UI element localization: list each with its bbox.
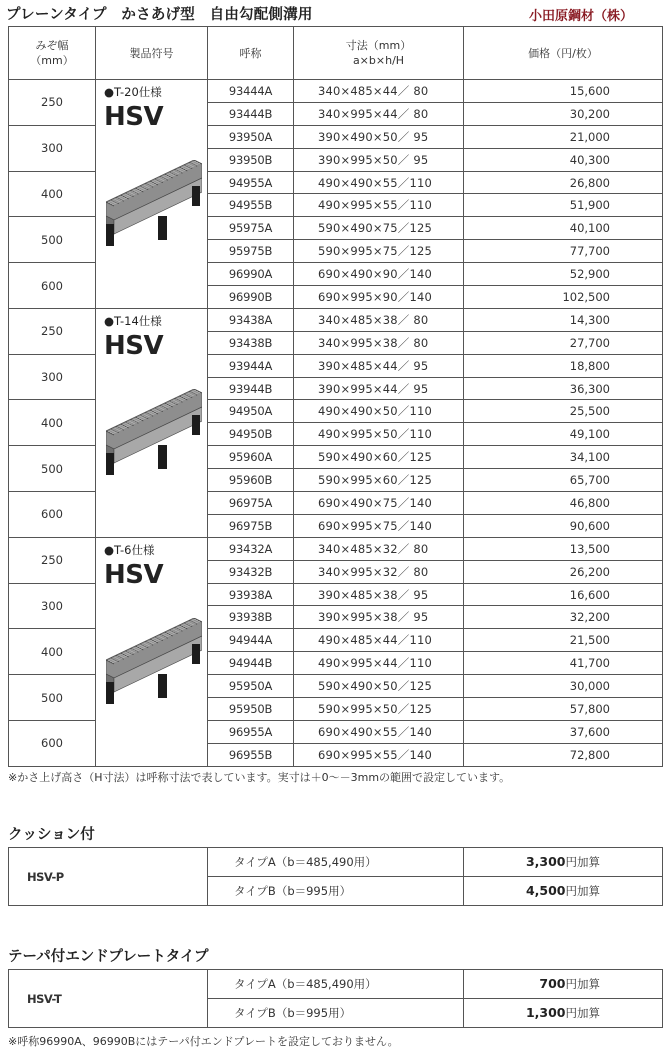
cushion-model-name: HSV-P [9,848,208,906]
option-price: 1,300円加算 [464,999,663,1028]
code-cell: 93432A [208,537,294,560]
dim-cell: 690×995×90／140 [294,286,464,309]
price-cell: 21,500 [464,629,663,652]
dim-cell: 390×995×38／ 95 [294,606,464,629]
option-price: 3,300円加算 [464,848,663,877]
note-taper: ※呼称96990A、96990Bにはテーパ付エンドプレートを設定しておりません。 [8,1035,399,1048]
price-cell: 18,800 [464,354,663,377]
price-cell: 102,500 [464,286,663,309]
table-body [9,80,663,767]
dim-cell: 390×995×50／ 95 [294,148,464,171]
price-cell: 14,300 [464,308,663,331]
code-cell: 94955A [208,171,294,194]
cushion-table [8,847,663,906]
code-cell: 93950B [208,148,294,171]
width-cell: 600 [9,492,96,538]
grating-image [106,160,202,271]
grating-image [106,618,202,729]
dim-cell: 690×490×55／140 [294,720,464,743]
header-product: 製品符号 [96,27,208,80]
code-cell: 95975A [208,217,294,240]
code-cell: 93944B [208,377,294,400]
dim-cell: 390×490×50／ 95 [294,125,464,148]
price-cell: 49,100 [464,423,663,446]
option-type: タイプA（b＝485,490用） [208,970,464,999]
header-width: みぞ幅 （mm） [9,27,96,80]
taper-section-title: テーパ付エンドプレートタイプ [8,949,209,965]
dim-cell: 390×995×44／ 95 [294,377,464,400]
dim-cell: 340×485×44／ 80 [294,80,464,103]
dim-cell: 490×485×44／110 [294,629,464,652]
price-cell: 21,000 [464,125,663,148]
code-cell: 96975B [208,514,294,537]
spec-label: ●T-6仕様 [104,542,155,557]
option-price: 700円加算 [464,970,663,999]
price-cell: 30,200 [464,102,663,125]
price-cell: 13,500 [464,537,663,560]
product-cell [96,308,208,537]
code-cell: 93438A [208,308,294,331]
table-row [9,308,663,331]
dim-cell: 590×490×60／125 [294,446,464,469]
dim-cell: 590×995×50／125 [294,698,464,721]
code-cell: 96990A [208,263,294,286]
price-cell: 32,200 [464,606,663,629]
width-cell: 400 [9,400,96,446]
spec-label: ●T-20仕様 [104,85,162,99]
grating-image [106,389,202,500]
code-cell: 93444B [208,102,294,125]
dim-cell: 340×485×38／ 80 [294,308,464,331]
option-type: タイプA（b＝485,490用） [208,848,464,877]
header-dim: 寸法（mm） a×b×h/H [294,27,464,80]
price-cell: 37,600 [464,720,663,743]
taper-table [8,969,663,1028]
code-cell: 96990B [208,286,294,309]
header-code: 呼称 [208,27,294,80]
note-height: ※かさ上げ高さ（H寸法）は呼称寸法で表しています。実寸は＋0〜－3mmの範囲で設定しています。 [8,771,511,784]
dim-cell: 490×490×55／110 [294,171,464,194]
option-price: 4,500円加算 [464,877,663,906]
width-cell: 500 [9,446,96,492]
dim-cell: 590×995×75／125 [294,240,464,263]
width-cell: 400 [9,171,96,217]
dim-cell: 340×485×32／ 80 [294,537,464,560]
table-row [9,80,663,103]
code-cell: 94944A [208,629,294,652]
dim-cell: 590×490×50／125 [294,675,464,698]
dim-cell: 690×995×55／140 [294,743,464,766]
width-cell: 600 [9,720,96,766]
code-cell: 95975B [208,240,294,263]
code-cell: 96955A [208,720,294,743]
code-cell: 95950B [208,698,294,721]
dim-cell: 390×485×38／ 95 [294,583,464,606]
taper-model-name: HSV-T [9,970,208,1028]
width-cell: 400 [9,629,96,675]
series-name: HSV [104,330,164,361]
price-cell: 15,600 [464,80,663,103]
price-table [8,26,663,767]
price-cell: 30,000 [464,675,663,698]
code-cell: 93432B [208,560,294,583]
product-cell [96,537,208,766]
price-cell: 51,900 [464,194,663,217]
dim-cell: 590×995×60／125 [294,469,464,492]
dim-cell: 690×490×75／140 [294,492,464,515]
price-cell: 40,300 [464,148,663,171]
price-cell: 16,600 [464,583,663,606]
code-cell: 94955B [208,194,294,217]
width-cell: 500 [9,675,96,721]
option-type: タイプB（b＝995用） [208,999,464,1028]
code-cell: 93950A [208,125,294,148]
code-cell: 94950B [208,423,294,446]
code-cell: 96975A [208,492,294,515]
option-row [9,848,663,877]
price-cell: 26,200 [464,560,663,583]
title-bar [0,0,669,26]
dim-cell: 340×995×32／ 80 [294,560,464,583]
code-cell: 95960A [208,446,294,469]
price-cell: 27,700 [464,331,663,354]
price-cell: 40,100 [464,217,663,240]
price-cell: 72,800 [464,743,663,766]
dim-cell: 340×995×44／ 80 [294,102,464,125]
code-cell: 93444A [208,80,294,103]
width-cell: 300 [9,583,96,629]
code-cell: 94950A [208,400,294,423]
dim-cell: 590×490×75／125 [294,217,464,240]
series-name: HSV [104,559,164,590]
code-cell: 95950A [208,675,294,698]
series-name: HSV [104,102,164,132]
dim-cell: 490×995×50／110 [294,423,464,446]
code-cell: 95960B [208,469,294,492]
option-type: タイプB（b＝995用） [208,877,464,906]
dim-cell: 490×995×44／110 [294,652,464,675]
table-header-row [9,27,663,80]
dim-cell: 490×995×55／110 [294,194,464,217]
spec-label: ●T-14仕様 [104,313,162,328]
header-price: 価格（円/枚） [464,27,663,80]
price-cell: 26,800 [464,171,663,194]
price-cell: 77,700 [464,240,663,263]
price-cell: 41,700 [464,652,663,675]
price-cell: 34,100 [464,446,663,469]
code-cell: 93938B [208,606,294,629]
maker-name: 小田原鋼材（株） [528,9,633,24]
code-cell: 93438B [208,331,294,354]
page-title: プレーンタイプ かさあげ型 自由勾配側溝用 [6,7,313,23]
dim-cell: 490×490×50／110 [294,400,464,423]
width-cell: 500 [9,217,96,263]
table-row [9,537,663,560]
width-cell: 300 [9,354,96,400]
option-row [9,970,663,999]
dim-cell: 390×485×44／ 95 [294,354,464,377]
width-cell: 600 [9,263,96,309]
dim-cell: 690×995×75／140 [294,514,464,537]
width-cell: 250 [9,537,96,583]
price-cell: 52,900 [464,263,663,286]
price-cell: 65,700 [464,469,663,492]
width-cell: 250 [9,80,96,126]
width-cell: 250 [9,308,96,354]
code-cell: 96955B [208,743,294,766]
dim-cell: 690×490×90／140 [294,263,464,286]
price-cell: 36,300 [464,377,663,400]
dim-cell: 340×995×38／ 80 [294,331,464,354]
code-cell: 94944B [208,652,294,675]
code-cell: 93938A [208,583,294,606]
cushion-section-title: クッション付 [8,827,95,843]
price-cell: 90,600 [464,514,663,537]
price-cell: 57,800 [464,698,663,721]
price-cell: 46,800 [464,492,663,515]
product-cell [96,80,208,309]
price-cell: 25,500 [464,400,663,423]
width-cell: 300 [9,125,96,171]
code-cell: 93944A [208,354,294,377]
